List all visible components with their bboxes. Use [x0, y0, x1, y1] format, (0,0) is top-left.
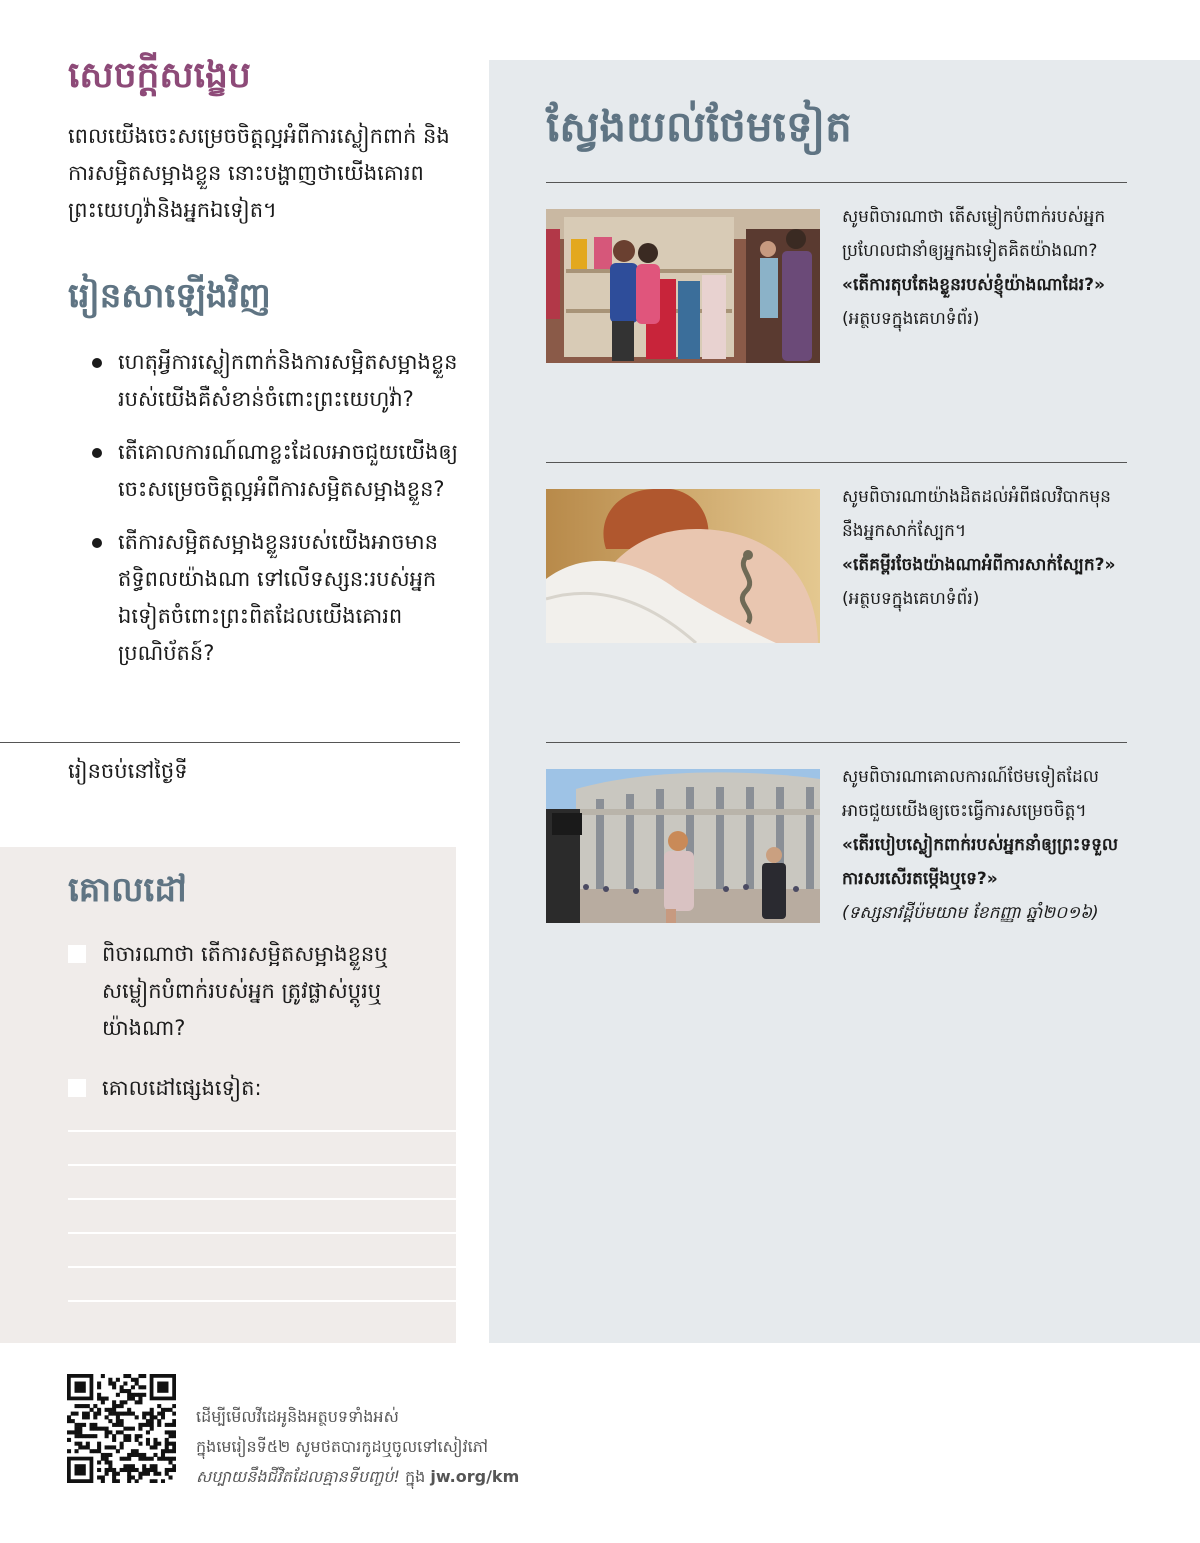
- explore-item-text: [842, 760, 1132, 930]
- goal-item: [68, 936, 438, 1047]
- goal-checkbox[interactable]: [68, 945, 86, 963]
- article-link[interactable]: «តើរបៀបស្លៀកពាក់របស់អ្នកនាំឲ្យព្រះទទួលការសរសើរតម្កើងឬទេ?»: [842, 835, 1119, 889]
- bullet-icon: [92, 448, 102, 458]
- divider: [546, 742, 1127, 743]
- writing-line[interactable]: [68, 1266, 456, 1268]
- review-question-text: តើការសម្អិតសម្អាងខ្លួនរបស់យើងអាចមានឥទ្ធិពលយ៉ាងណា ទៅលើទស្សនៈរបស់អ្នកឯទៀតចំពោះព្រះពិតដែលយើងគោរពប្រណិប័តន៍?: [118, 530, 438, 665]
- review-question-text: តើគោលការណ៍ណាខ្លះដែលអាចជួយយើងឲ្យចេះសម្រេចចិត្តល្អអំពីការសម្អិតសម្អាងខ្លួន?: [118, 440, 459, 501]
- explore-prompt: សូមពិចារណាថា តើសម្លៀកបំពាក់របស់អ្នកប្រហែលជានាំឲ្យអ្នកឯទៀតគិតយ៉ាងណា?: [842, 207, 1106, 261]
- source-label: (ទស្សនាវដ្ដីប៉មយាម ខែកញ្ញា ឆ្នាំ២០១៦): [842, 903, 1099, 923]
- bullet-icon: [92, 538, 102, 548]
- article-link[interactable]: «តើគម្ពីរចែងយ៉ាងណាអំពីការសាក់ស្បែក?»: [842, 555, 1116, 575]
- review-question: [90, 434, 462, 508]
- writing-line[interactable]: [68, 1300, 456, 1302]
- explore-item-text: [842, 200, 1132, 336]
- website-link[interactable]: jw.org/km: [430, 1467, 520, 1486]
- bullet-icon: [92, 358, 102, 368]
- summary-text: ពេលយើងចេះសម្រេចចិត្តល្អអំពីការស្លៀកពាក់ និងការសម្អិតសម្អាងខ្លួន នោះបង្ហាញថាយើងគោរពព្រះយេហូវ៉ានិងអ្នកឯទៀត។: [68, 124, 450, 222]
- footer-text: [196, 1402, 656, 1492]
- explore-prompt: សូមពិចារណាយ៉ាងដិតដល់អំពីផលវិបាកមុននឹងអ្នកសាក់ស្បែក។: [842, 487, 1111, 541]
- writing-line[interactable]: [68, 1130, 456, 1132]
- goal-text: គោលដៅផ្សេងទៀត:: [102, 1076, 262, 1100]
- writing-line[interactable]: [68, 1164, 456, 1166]
- stadium-interview-photo: [546, 769, 820, 923]
- divider: [0, 742, 460, 743]
- divider: [546, 182, 1127, 183]
- tattoo-shoulder-photo: [546, 489, 820, 643]
- source-label: (អត្ថបទក្នុងគេហទំព័រ): [842, 309, 980, 329]
- review-heading: រៀនសាឡើងវិញ: [68, 276, 271, 316]
- goal-checkbox[interactable]: [68, 1079, 86, 1097]
- qr-code[interactable]: [67, 1374, 176, 1483]
- article-link[interactable]: «តើការតុបតែងខ្លួនរបស់ខ្ញុំយ៉ាងណាដែរ?»: [842, 275, 1106, 295]
- writing-line[interactable]: [68, 1198, 456, 1200]
- review-question-list: [90, 344, 462, 688]
- goal-text: ពិចារណាថា តើការសម្អិតសម្អាងខ្លួនឬសម្លៀកបំពាក់របស់អ្នក ត្រូវផ្លាស់ប្ដូរឬយ៉ាងណា?: [102, 942, 388, 1040]
- footer-in-word: ក្នុង: [405, 1467, 426, 1486]
- explore-prompt: សូមពិចារណាគោលការណ៍ថែមទៀតដែលអាចជួយយើងឲ្យចេះធ្វើការសម្រេចចិត្ត។: [842, 767, 1099, 821]
- review-question: [90, 524, 462, 672]
- footer-line: ក្នុងមេរៀនទី៥២ សូមថតបារកូដឬចូលទៅសៀវភៅ: [196, 1437, 488, 1456]
- footer-line: ដើម្បីមើលវីដេអូនិងអត្ថបទទាំងអស់: [196, 1407, 399, 1426]
- explore-item-text: [842, 480, 1132, 616]
- source-label: (អត្ថបទក្នុងគេហទំព័រ): [842, 589, 980, 609]
- writing-line[interactable]: [68, 1232, 456, 1234]
- divider: [546, 462, 1127, 463]
- lesson-end-date-label: រៀនចប់នៅថ្ងៃទី: [68, 759, 188, 783]
- explore-heading: ស្វែងយល់ថែមទៀត: [546, 102, 852, 151]
- qr-code-graphic: [67, 1374, 176, 1483]
- review-question-text: ហេតុអ្វីការស្លៀកពាក់និងការសម្អិតសម្អាងខ្លួនរបស់យើងគឺសំខាន់ចំពោះព្រះយេហូវ៉ា?: [118, 350, 458, 411]
- book-title: សប្បាយនឹងជីវិតដែលគ្មានទីបញ្ចប់!: [196, 1467, 400, 1486]
- clothing-store-photo: [546, 209, 820, 363]
- summary-heading: សេចក្ដីសង្ខេប: [68, 55, 251, 96]
- review-question: [90, 344, 462, 418]
- goal-item: [68, 1070, 438, 1107]
- goals-heading: គោលដៅ: [68, 870, 187, 910]
